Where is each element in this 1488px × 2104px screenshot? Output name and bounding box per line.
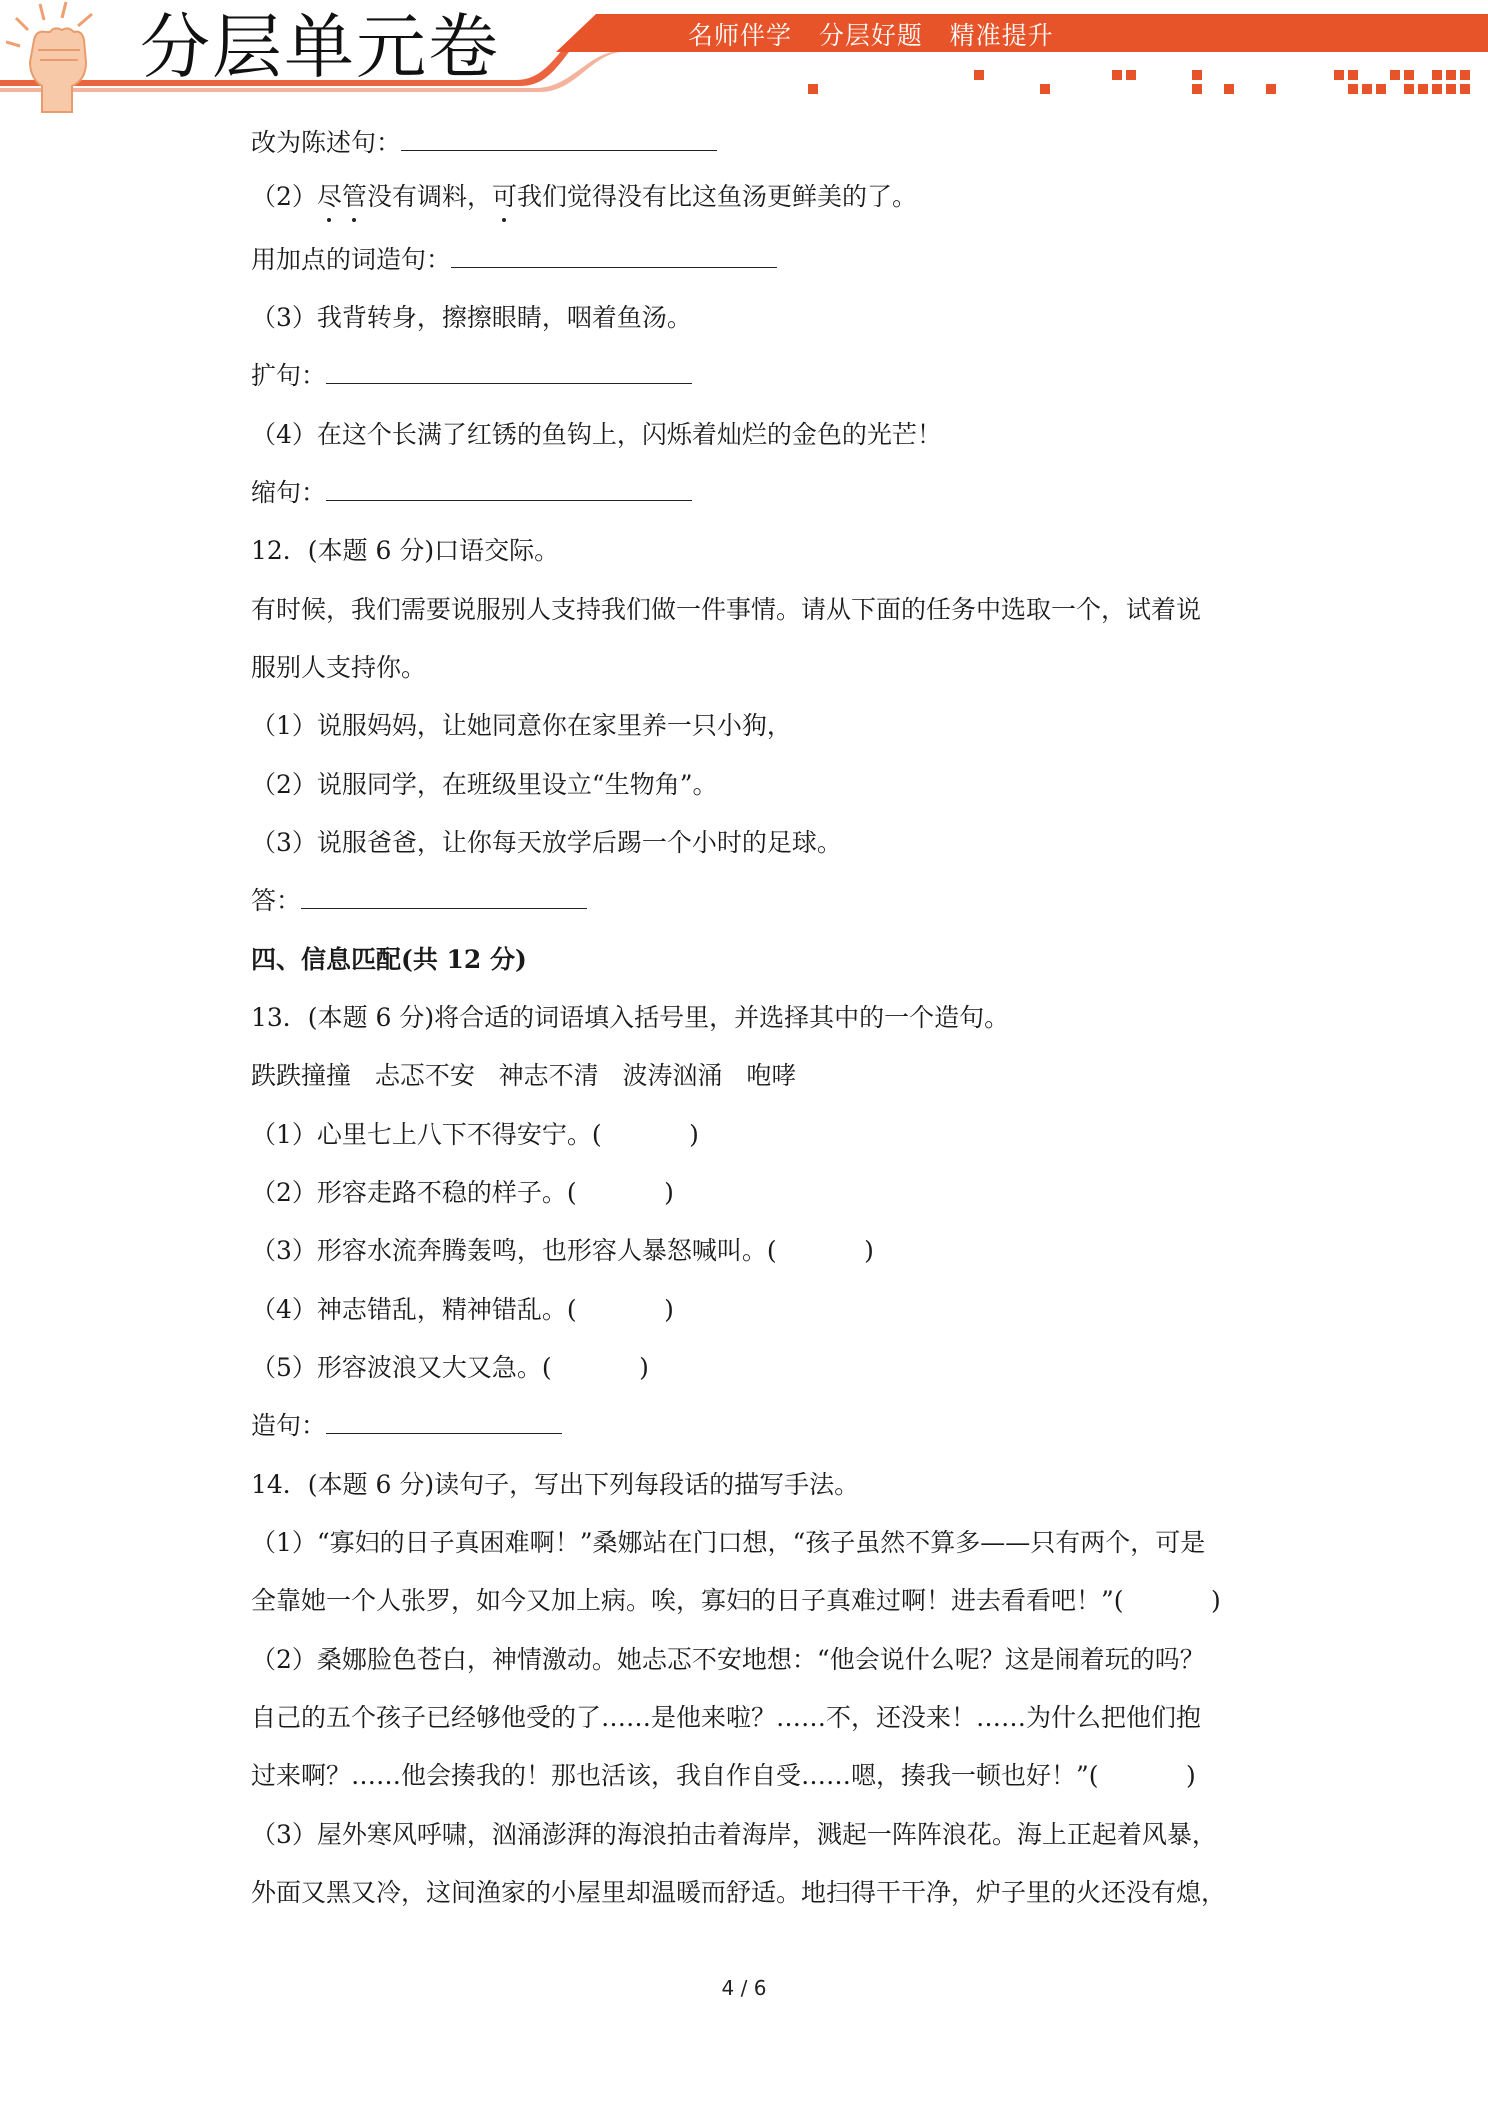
option-item: （1）说服妈妈，让她同意你在家里养一只小狗， bbox=[251, 711, 792, 740]
question-line: （3）我背转身，擦擦眼睛，咽着鱼汤。 bbox=[251, 303, 692, 332]
answer-blank[interactable] bbox=[301, 884, 587, 909]
question-title: 13．(本题 6 分)将合适的词语填入括号里，并选择其中的一个造句。 bbox=[251, 1003, 1010, 1032]
fill-item[interactable]: （1）心里七上八下不得安宁。( ) bbox=[251, 1120, 699, 1149]
fill-item[interactable]: （3）形容水流奔腾轰鸣，也形容人暴怒喊叫。( ) bbox=[251, 1236, 874, 1265]
section-heading: 四、信息匹配(共 12 分) bbox=[251, 945, 527, 974]
question-line bbox=[251, 243, 777, 277]
word-bank: 跌跌撞撞 忐忑不安 神志不清 波涛汹涌 咆哮 bbox=[251, 1061, 797, 1090]
header-slogan: 名师伴学 分层好题 精准提升 bbox=[688, 21, 1054, 50]
question-text: 有时候，我们需要说服别人支持我们做一件事情。请从下面的任务中选取一个，试着说 bbox=[251, 595, 1202, 624]
option-item: （2）说服同学，在班级里设立“生物角”。 bbox=[251, 770, 718, 799]
prompt-text: 用加点的词造句： bbox=[251, 245, 452, 274]
question-line bbox=[251, 1409, 562, 1443]
prompt-text: 扩句： bbox=[251, 361, 327, 390]
passage-text[interactable]: 全靠她一个人张罗，如今又加上病。唉，寡妇的日子真难过啊！进去看看吧！”( ) bbox=[251, 1586, 1221, 1615]
passage-text[interactable]: 过来啊？……他会揍我的！那也活该，我自作自受……嗯，揍我一顿也好！”( ) bbox=[251, 1761, 1196, 1790]
answer-blank[interactable] bbox=[451, 243, 777, 268]
question-line bbox=[251, 884, 587, 918]
prompt-text: 缩句： bbox=[251, 478, 327, 507]
fill-item[interactable]: （4）神志错乱，精神错乱。( ) bbox=[251, 1295, 674, 1324]
fill-item[interactable]: （2）形容走路不稳的样子。( ) bbox=[251, 1178, 674, 1207]
sentence-text: 没有调料， bbox=[366, 182, 492, 211]
option-item: （3）说服爸爸，让你每天放学后踢一个小时的足球。 bbox=[251, 828, 842, 857]
question-line bbox=[251, 180, 917, 214]
question-text: 服别人支持你。 bbox=[251, 653, 427, 682]
dotted-char: 管 bbox=[342, 180, 367, 214]
answer-blank[interactable] bbox=[401, 126, 717, 151]
dotted-char: 可 bbox=[492, 180, 517, 214]
page-number: 4 / 6 bbox=[721, 1976, 767, 2000]
fill-item[interactable]: （5）形容波浪又大又急。( ) bbox=[251, 1353, 649, 1382]
fist-icon bbox=[6, 0, 122, 116]
prompt-text: 造句： bbox=[251, 1411, 327, 1440]
answer-blank[interactable] bbox=[326, 476, 692, 501]
prompt-text: 改为陈述句： bbox=[251, 128, 402, 157]
page-header bbox=[0, 0, 1488, 110]
answer-blank[interactable] bbox=[326, 359, 692, 384]
question-line bbox=[251, 359, 692, 393]
question-title: 14．(本题 6 分)读句子，写出下列每段话的描写手法。 bbox=[251, 1470, 860, 1499]
brand-title: 分层单元卷 bbox=[140, 6, 500, 88]
sentence-text: 我们觉得没有比这鱼汤更鲜美的了。 bbox=[516, 182, 917, 211]
question-line bbox=[251, 126, 717, 160]
passage-text: 外面又黑又冷，这间渔家的小屋里却温暖而舒适。地扫得干干净，炉子里的火还没有熄， bbox=[251, 1878, 1227, 1907]
passage-text: 自己的五个孩子已经够他受的了……是他来啦？……不，还没来！……为什么把他们抱 bbox=[251, 1703, 1202, 1732]
answer-blank[interactable] bbox=[326, 1409, 562, 1434]
passage-text: （1）“寡妇的日子真困难啊！”桑娜站在门口想，“孩子虽然不算多——只有两个，可是 bbox=[251, 1528, 1206, 1557]
question-line: （4）在这个长满了红锈的鱼钩上，闪烁着灿烂的金色的光芒！ bbox=[251, 420, 942, 449]
item-number: （2） bbox=[251, 182, 317, 211]
passage-text: （2）桑娜脸色苍白，神情激动。她忐忑不安地想：“他会说什么呢？这是闹着玩的吗？ bbox=[251, 1645, 1205, 1674]
question-line bbox=[251, 476, 692, 510]
question-title: 12．(本题 6 分)口语交际。 bbox=[251, 536, 560, 565]
passage-text: （3）屋外寒风呼啸，汹涌澎湃的海浪拍击着海岸，溅起一阵阵浪花。海上正起着风暴， bbox=[251, 1820, 1217, 1849]
prompt-text: 答： bbox=[251, 886, 302, 915]
dotted-char: 尽 bbox=[317, 180, 342, 214]
